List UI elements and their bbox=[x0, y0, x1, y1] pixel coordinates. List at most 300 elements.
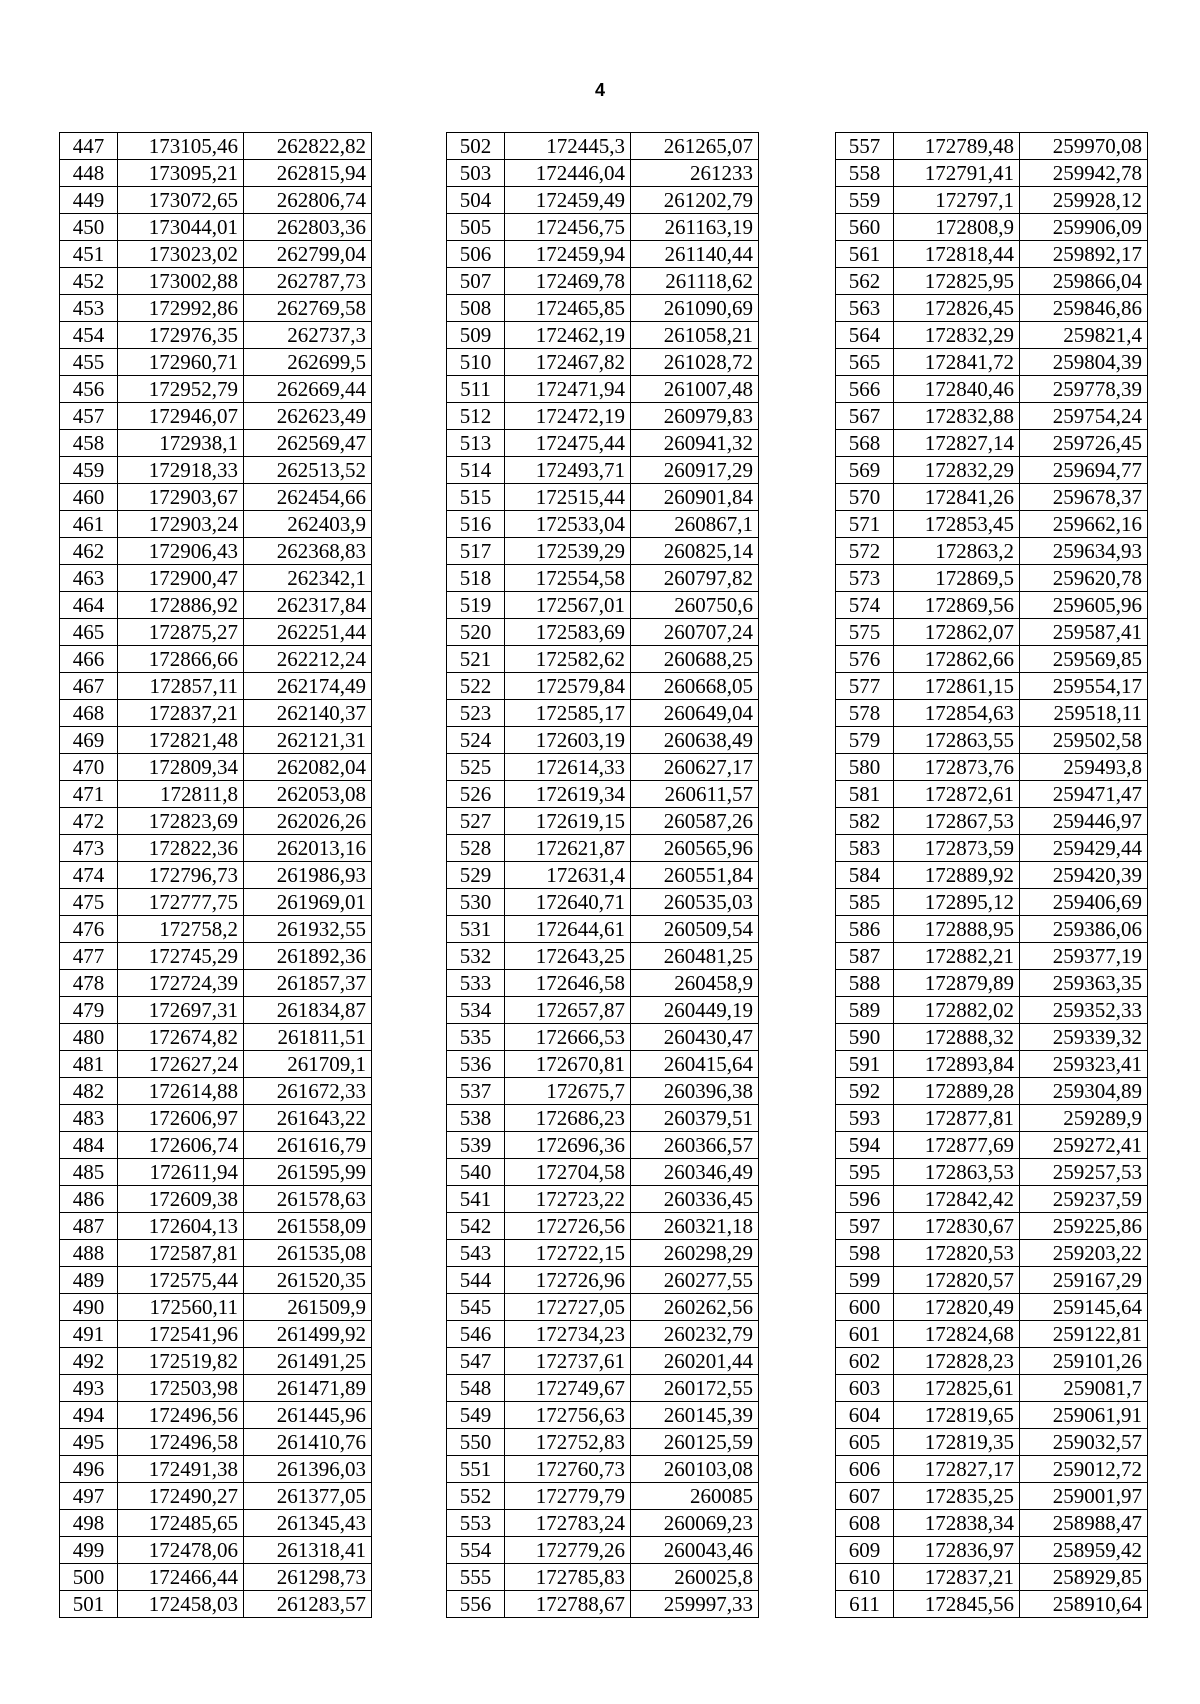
y-coordinate-cell: 259846,86 bbox=[1020, 295, 1148, 322]
y-coordinate-cell: 260069,23 bbox=[631, 1510, 759, 1537]
y-coordinate-cell: 262815,94 bbox=[244, 160, 372, 187]
table-row bbox=[447, 889, 759, 916]
table-row bbox=[447, 1591, 759, 1618]
y-coordinate-cell: 260103,08 bbox=[631, 1456, 759, 1483]
table-row bbox=[836, 295, 1148, 322]
y-coordinate-cell: 259304,89 bbox=[1020, 1078, 1148, 1105]
point-number-cell: 473 bbox=[60, 835, 118, 862]
y-coordinate-cell: 259167,29 bbox=[1020, 1267, 1148, 1294]
point-number-cell: 527 bbox=[447, 808, 505, 835]
table-row bbox=[60, 268, 372, 295]
x-coordinate-cell: 172827,17 bbox=[894, 1456, 1020, 1483]
y-coordinate-cell: 260627,17 bbox=[631, 754, 759, 781]
x-coordinate-cell: 172832,29 bbox=[894, 457, 1020, 484]
point-number-cell: 526 bbox=[447, 781, 505, 808]
point-number-cell: 585 bbox=[836, 889, 894, 916]
point-number-cell: 541 bbox=[447, 1186, 505, 1213]
y-coordinate-cell: 260379,51 bbox=[631, 1105, 759, 1132]
point-number-cell: 458 bbox=[60, 430, 118, 457]
table-row bbox=[836, 484, 1148, 511]
point-number-cell: 566 bbox=[836, 376, 894, 403]
point-number-cell: 508 bbox=[447, 295, 505, 322]
table-row bbox=[447, 538, 759, 565]
y-coordinate-cell: 261118,62 bbox=[631, 268, 759, 295]
y-coordinate-cell: 262026,26 bbox=[244, 808, 372, 835]
table-row bbox=[60, 1105, 372, 1132]
y-coordinate-cell: 261491,25 bbox=[244, 1348, 372, 1375]
x-coordinate-cell: 172575,44 bbox=[118, 1267, 244, 1294]
x-coordinate-cell: 172903,67 bbox=[118, 484, 244, 511]
table-row bbox=[60, 430, 372, 457]
y-coordinate-cell: 261090,69 bbox=[631, 295, 759, 322]
point-number-cell: 582 bbox=[836, 808, 894, 835]
point-number-cell: 587 bbox=[836, 943, 894, 970]
point-number-cell: 497 bbox=[60, 1483, 118, 1510]
y-coordinate-cell: 261163,19 bbox=[631, 214, 759, 241]
y-coordinate-cell: 260396,38 bbox=[631, 1078, 759, 1105]
point-number-cell: 449 bbox=[60, 187, 118, 214]
x-coordinate-cell: 173044,01 bbox=[118, 214, 244, 241]
point-number-cell: 472 bbox=[60, 808, 118, 835]
table-row bbox=[447, 430, 759, 457]
x-coordinate-cell: 172857,11 bbox=[118, 673, 244, 700]
x-coordinate-cell: 172976,35 bbox=[118, 322, 244, 349]
y-coordinate-cell: 259906,09 bbox=[1020, 214, 1148, 241]
x-coordinate-cell: 172627,24 bbox=[118, 1051, 244, 1078]
table-row bbox=[447, 1105, 759, 1132]
y-coordinate-cell: 262082,04 bbox=[244, 754, 372, 781]
table-row bbox=[60, 862, 372, 889]
y-coordinate-cell: 261233 bbox=[631, 160, 759, 187]
y-coordinate-cell: 262140,37 bbox=[244, 700, 372, 727]
table-row bbox=[836, 1537, 1148, 1564]
point-number-cell: 482 bbox=[60, 1078, 118, 1105]
table-row bbox=[447, 1294, 759, 1321]
point-number-cell: 596 bbox=[836, 1186, 894, 1213]
y-coordinate-cell: 259363,35 bbox=[1020, 970, 1148, 997]
point-number-cell: 456 bbox=[60, 376, 118, 403]
y-coordinate-cell: 259662,16 bbox=[1020, 511, 1148, 538]
table-row bbox=[447, 970, 759, 997]
point-number-cell: 521 bbox=[447, 646, 505, 673]
x-coordinate-cell: 172539,29 bbox=[505, 538, 631, 565]
x-coordinate-cell: 172823,69 bbox=[118, 808, 244, 835]
x-coordinate-cell: 172888,95 bbox=[894, 916, 1020, 943]
y-coordinate-cell: 261558,09 bbox=[244, 1213, 372, 1240]
x-coordinate-cell: 172491,38 bbox=[118, 1456, 244, 1483]
y-coordinate-cell: 261834,87 bbox=[244, 997, 372, 1024]
x-coordinate-cell: 172809,34 bbox=[118, 754, 244, 781]
y-coordinate-cell: 262513,52 bbox=[244, 457, 372, 484]
x-coordinate-cell: 172533,04 bbox=[505, 511, 631, 538]
x-coordinate-cell: 172657,87 bbox=[505, 997, 631, 1024]
y-coordinate-cell: 261509,9 bbox=[244, 1294, 372, 1321]
table-row bbox=[836, 1456, 1148, 1483]
y-coordinate-cell: 261986,93 bbox=[244, 862, 372, 889]
y-coordinate-cell: 262737,3 bbox=[244, 322, 372, 349]
x-coordinate-cell: 172830,67 bbox=[894, 1213, 1020, 1240]
table-row bbox=[836, 673, 1148, 700]
table-row bbox=[447, 1510, 759, 1537]
x-coordinate-cell: 172606,74 bbox=[118, 1132, 244, 1159]
x-coordinate-cell: 172827,14 bbox=[894, 430, 1020, 457]
table-row bbox=[60, 1537, 372, 1564]
table-row bbox=[836, 1132, 1148, 1159]
y-coordinate-cell: 262368,83 bbox=[244, 538, 372, 565]
table-row bbox=[447, 1078, 759, 1105]
y-coordinate-cell: 261499,92 bbox=[244, 1321, 372, 1348]
x-coordinate-cell: 172841,26 bbox=[894, 484, 1020, 511]
x-coordinate-cell: 172863,55 bbox=[894, 727, 1020, 754]
point-number-cell: 453 bbox=[60, 295, 118, 322]
point-number-cell: 578 bbox=[836, 700, 894, 727]
point-number-cell: 481 bbox=[60, 1051, 118, 1078]
x-coordinate-cell: 172789,48 bbox=[894, 133, 1020, 160]
y-coordinate-cell: 259804,39 bbox=[1020, 349, 1148, 376]
x-coordinate-cell: 172631,4 bbox=[505, 862, 631, 889]
x-coordinate-cell: 172779,79 bbox=[505, 1483, 631, 1510]
table-row bbox=[836, 430, 1148, 457]
table-row bbox=[447, 187, 759, 214]
point-number-cell: 515 bbox=[447, 484, 505, 511]
x-coordinate-cell: 173095,21 bbox=[118, 160, 244, 187]
x-coordinate-cell: 173105,46 bbox=[118, 133, 244, 160]
table-row bbox=[836, 997, 1148, 1024]
point-number-cell: 583 bbox=[836, 835, 894, 862]
table-row bbox=[836, 1294, 1148, 1321]
table-row bbox=[836, 1213, 1148, 1240]
point-number-cell: 476 bbox=[60, 916, 118, 943]
table-row bbox=[60, 1429, 372, 1456]
table-row bbox=[836, 592, 1148, 619]
y-coordinate-cell: 262769,58 bbox=[244, 295, 372, 322]
table-row bbox=[447, 214, 759, 241]
x-coordinate-cell: 172478,06 bbox=[118, 1537, 244, 1564]
point-number-cell: 537 bbox=[447, 1078, 505, 1105]
x-coordinate-cell: 172873,76 bbox=[894, 754, 1020, 781]
x-coordinate-cell: 172745,29 bbox=[118, 943, 244, 970]
y-coordinate-cell: 259587,41 bbox=[1020, 619, 1148, 646]
x-coordinate-cell: 173002,88 bbox=[118, 268, 244, 295]
x-coordinate-cell: 172758,2 bbox=[118, 916, 244, 943]
point-number-cell: 477 bbox=[60, 943, 118, 970]
table-row bbox=[836, 862, 1148, 889]
point-number-cell: 471 bbox=[60, 781, 118, 808]
x-coordinate-cell: 172727,05 bbox=[505, 1294, 631, 1321]
x-coordinate-cell: 172621,87 bbox=[505, 835, 631, 862]
y-coordinate-cell: 259970,08 bbox=[1020, 133, 1148, 160]
table-row bbox=[836, 1375, 1148, 1402]
x-coordinate-cell: 172579,84 bbox=[505, 673, 631, 700]
table-row bbox=[60, 349, 372, 376]
y-coordinate-cell: 258910,64 bbox=[1020, 1591, 1148, 1618]
x-coordinate-cell: 172819,35 bbox=[894, 1429, 1020, 1456]
point-number-cell: 514 bbox=[447, 457, 505, 484]
table-row bbox=[60, 727, 372, 754]
table-row bbox=[60, 835, 372, 862]
table-row bbox=[836, 565, 1148, 592]
x-coordinate-cell: 172836,97 bbox=[894, 1537, 1020, 1564]
y-coordinate-cell: 260941,32 bbox=[631, 430, 759, 457]
table-row bbox=[447, 1348, 759, 1375]
x-coordinate-cell: 172475,44 bbox=[505, 430, 631, 457]
y-coordinate-cell: 261058,21 bbox=[631, 322, 759, 349]
y-coordinate-cell: 261857,37 bbox=[244, 970, 372, 997]
point-number-cell: 556 bbox=[447, 1591, 505, 1618]
table-row bbox=[60, 1078, 372, 1105]
point-number-cell: 577 bbox=[836, 673, 894, 700]
table-row bbox=[836, 754, 1148, 781]
point-number-cell: 461 bbox=[60, 511, 118, 538]
y-coordinate-cell: 260917,29 bbox=[631, 457, 759, 484]
y-coordinate-cell: 260707,24 bbox=[631, 619, 759, 646]
coordinates-table-3 bbox=[835, 132, 1148, 1618]
point-number-cell: 468 bbox=[60, 700, 118, 727]
y-coordinate-cell: 259821,4 bbox=[1020, 322, 1148, 349]
y-coordinate-cell: 262454,66 bbox=[244, 484, 372, 511]
x-coordinate-cell: 172752,83 bbox=[505, 1429, 631, 1456]
point-number-cell: 511 bbox=[447, 376, 505, 403]
x-coordinate-cell: 172796,73 bbox=[118, 862, 244, 889]
x-coordinate-cell: 172863,2 bbox=[894, 538, 1020, 565]
point-number-cell: 495 bbox=[60, 1429, 118, 1456]
table-row bbox=[60, 1132, 372, 1159]
point-number-cell: 533 bbox=[447, 970, 505, 997]
table-row bbox=[836, 970, 1148, 997]
y-coordinate-cell: 261007,48 bbox=[631, 376, 759, 403]
table-row bbox=[836, 889, 1148, 916]
y-coordinate-cell: 260321,18 bbox=[631, 1213, 759, 1240]
point-number-cell: 595 bbox=[836, 1159, 894, 1186]
x-coordinate-cell: 172496,56 bbox=[118, 1402, 244, 1429]
x-coordinate-cell: 172853,45 bbox=[894, 511, 1020, 538]
table-row bbox=[447, 781, 759, 808]
x-coordinate-cell: 172779,26 bbox=[505, 1537, 631, 1564]
point-number-cell: 490 bbox=[60, 1294, 118, 1321]
table-row bbox=[447, 484, 759, 511]
x-coordinate-cell: 172877,81 bbox=[894, 1105, 1020, 1132]
x-coordinate-cell: 172791,41 bbox=[894, 160, 1020, 187]
point-number-cell: 565 bbox=[836, 349, 894, 376]
x-coordinate-cell: 172861,15 bbox=[894, 673, 1020, 700]
y-coordinate-cell: 259145,64 bbox=[1020, 1294, 1148, 1321]
point-number-cell: 513 bbox=[447, 430, 505, 457]
y-coordinate-cell: 259605,96 bbox=[1020, 592, 1148, 619]
point-number-cell: 574 bbox=[836, 592, 894, 619]
y-coordinate-cell: 261202,79 bbox=[631, 187, 759, 214]
point-number-cell: 455 bbox=[60, 349, 118, 376]
x-coordinate-cell: 172869,56 bbox=[894, 592, 1020, 619]
table-row bbox=[60, 592, 372, 619]
y-coordinate-cell: 262403,9 bbox=[244, 511, 372, 538]
y-coordinate-cell: 259892,17 bbox=[1020, 241, 1148, 268]
x-coordinate-cell: 172686,23 bbox=[505, 1105, 631, 1132]
point-number-cell: 531 bbox=[447, 916, 505, 943]
table-row bbox=[447, 808, 759, 835]
table-row bbox=[836, 1051, 1148, 1078]
x-coordinate-cell: 172560,11 bbox=[118, 1294, 244, 1321]
point-number-cell: 554 bbox=[447, 1537, 505, 1564]
table-row bbox=[60, 781, 372, 808]
table-row bbox=[60, 376, 372, 403]
table-row bbox=[60, 160, 372, 187]
point-number-cell: 588 bbox=[836, 970, 894, 997]
x-coordinate-cell: 172567,01 bbox=[505, 592, 631, 619]
y-coordinate-cell: 261345,43 bbox=[244, 1510, 372, 1537]
x-coordinate-cell: 172824,68 bbox=[894, 1321, 1020, 1348]
x-coordinate-cell: 172459,49 bbox=[505, 187, 631, 214]
table-row bbox=[447, 1024, 759, 1051]
x-coordinate-cell: 172879,89 bbox=[894, 970, 1020, 997]
table-row bbox=[60, 214, 372, 241]
point-number-cell: 568 bbox=[836, 430, 894, 457]
table-row bbox=[60, 565, 372, 592]
x-coordinate-cell: 172828,23 bbox=[894, 1348, 1020, 1375]
y-coordinate-cell: 259620,78 bbox=[1020, 565, 1148, 592]
table-row bbox=[60, 1564, 372, 1591]
x-coordinate-cell: 172756,63 bbox=[505, 1402, 631, 1429]
point-number-cell: 510 bbox=[447, 349, 505, 376]
table-row bbox=[447, 457, 759, 484]
y-coordinate-cell: 259694,77 bbox=[1020, 457, 1148, 484]
x-coordinate-cell: 172877,69 bbox=[894, 1132, 1020, 1159]
point-number-cell: 561 bbox=[836, 241, 894, 268]
point-number-cell: 524 bbox=[447, 727, 505, 754]
table-row bbox=[836, 619, 1148, 646]
point-number-cell: 507 bbox=[447, 268, 505, 295]
point-number-cell: 470 bbox=[60, 754, 118, 781]
y-coordinate-cell: 259323,41 bbox=[1020, 1051, 1148, 1078]
point-number-cell: 571 bbox=[836, 511, 894, 538]
table-row bbox=[60, 673, 372, 700]
x-coordinate-cell: 172503,98 bbox=[118, 1375, 244, 1402]
table-row bbox=[447, 1186, 759, 1213]
point-number-cell: 538 bbox=[447, 1105, 505, 1132]
y-coordinate-cell: 261318,41 bbox=[244, 1537, 372, 1564]
table-row bbox=[836, 916, 1148, 943]
point-number-cell: 501 bbox=[60, 1591, 118, 1618]
table-row bbox=[447, 565, 759, 592]
y-coordinate-cell: 260688,25 bbox=[631, 646, 759, 673]
y-coordinate-cell: 260458,9 bbox=[631, 970, 759, 997]
point-number-cell: 558 bbox=[836, 160, 894, 187]
y-coordinate-cell: 260232,79 bbox=[631, 1321, 759, 1348]
table-row bbox=[60, 943, 372, 970]
point-number-cell: 559 bbox=[836, 187, 894, 214]
point-number-cell: 599 bbox=[836, 1267, 894, 1294]
y-coordinate-cell: 260415,64 bbox=[631, 1051, 759, 1078]
table-row bbox=[60, 1294, 372, 1321]
x-coordinate-cell: 172614,88 bbox=[118, 1078, 244, 1105]
point-number-cell: 525 bbox=[447, 754, 505, 781]
y-coordinate-cell: 260025,8 bbox=[631, 1564, 759, 1591]
table-row bbox=[447, 646, 759, 673]
y-coordinate-cell: 261520,35 bbox=[244, 1267, 372, 1294]
y-coordinate-cell: 260901,84 bbox=[631, 484, 759, 511]
table-row bbox=[447, 1456, 759, 1483]
y-coordinate-cell: 260430,47 bbox=[631, 1024, 759, 1051]
x-coordinate-cell: 172675,7 bbox=[505, 1078, 631, 1105]
point-number-cell: 543 bbox=[447, 1240, 505, 1267]
x-coordinate-cell: 172882,21 bbox=[894, 943, 1020, 970]
y-coordinate-cell: 262212,24 bbox=[244, 646, 372, 673]
page-number: 4 bbox=[594, 80, 605, 100]
y-coordinate-cell: 260043,46 bbox=[631, 1537, 759, 1564]
x-coordinate-cell: 172821,48 bbox=[118, 727, 244, 754]
y-coordinate-cell: 260979,83 bbox=[631, 403, 759, 430]
point-number-cell: 549 bbox=[447, 1402, 505, 1429]
point-number-cell: 562 bbox=[836, 268, 894, 295]
table-row bbox=[447, 1267, 759, 1294]
point-number-cell: 516 bbox=[447, 511, 505, 538]
y-coordinate-cell: 259101,26 bbox=[1020, 1348, 1148, 1375]
point-number-cell: 500 bbox=[60, 1564, 118, 1591]
point-number-cell: 474 bbox=[60, 862, 118, 889]
x-coordinate-cell: 172582,62 bbox=[505, 646, 631, 673]
point-number-cell: 448 bbox=[60, 160, 118, 187]
x-coordinate-cell: 172696,36 bbox=[505, 1132, 631, 1159]
table-row bbox=[836, 349, 1148, 376]
y-coordinate-cell: 261396,03 bbox=[244, 1456, 372, 1483]
x-coordinate-cell: 172734,23 bbox=[505, 1321, 631, 1348]
point-number-cell: 601 bbox=[836, 1321, 894, 1348]
x-coordinate-cell: 172875,27 bbox=[118, 619, 244, 646]
table-row bbox=[60, 457, 372, 484]
table-row bbox=[447, 727, 759, 754]
y-coordinate-cell: 259406,69 bbox=[1020, 889, 1148, 916]
y-coordinate-cell: 260587,26 bbox=[631, 808, 759, 835]
point-number-cell: 584 bbox=[836, 862, 894, 889]
table-row bbox=[447, 403, 759, 430]
y-coordinate-cell: 260449,19 bbox=[631, 997, 759, 1024]
point-number-cell: 605 bbox=[836, 1429, 894, 1456]
x-coordinate-cell: 172862,66 bbox=[894, 646, 1020, 673]
y-coordinate-cell: 259225,86 bbox=[1020, 1213, 1148, 1240]
table-row bbox=[836, 214, 1148, 241]
point-number-cell: 542 bbox=[447, 1213, 505, 1240]
table-row bbox=[60, 133, 372, 160]
y-coordinate-cell: 259446,97 bbox=[1020, 808, 1148, 835]
table-row bbox=[60, 1024, 372, 1051]
x-coordinate-cell: 172466,44 bbox=[118, 1564, 244, 1591]
x-coordinate-cell: 172674,82 bbox=[118, 1024, 244, 1051]
y-coordinate-cell: 259420,39 bbox=[1020, 862, 1148, 889]
y-coordinate-cell: 261969,01 bbox=[244, 889, 372, 916]
x-coordinate-cell: 172832,29 bbox=[894, 322, 1020, 349]
table-row bbox=[447, 592, 759, 619]
table-row bbox=[836, 835, 1148, 862]
point-number-cell: 570 bbox=[836, 484, 894, 511]
table-row bbox=[447, 916, 759, 943]
point-number-cell: 544 bbox=[447, 1267, 505, 1294]
point-number-cell: 535 bbox=[447, 1024, 505, 1051]
x-coordinate-cell: 172837,21 bbox=[894, 1564, 1020, 1591]
point-number-cell: 572 bbox=[836, 538, 894, 565]
x-coordinate-cell: 172835,25 bbox=[894, 1483, 1020, 1510]
point-number-cell: 540 bbox=[447, 1159, 505, 1186]
x-coordinate-cell: 172777,75 bbox=[118, 889, 244, 916]
x-coordinate-cell: 172838,34 bbox=[894, 1510, 1020, 1537]
point-number-cell: 547 bbox=[447, 1348, 505, 1375]
table-row bbox=[60, 1051, 372, 1078]
y-coordinate-cell: 262569,47 bbox=[244, 430, 372, 457]
point-number-cell: 590 bbox=[836, 1024, 894, 1051]
point-number-cell: 464 bbox=[60, 592, 118, 619]
x-coordinate-cell: 172818,44 bbox=[894, 241, 1020, 268]
x-coordinate-cell: 172646,58 bbox=[505, 970, 631, 997]
point-number-cell: 611 bbox=[836, 1591, 894, 1618]
x-coordinate-cell: 172842,42 bbox=[894, 1186, 1020, 1213]
